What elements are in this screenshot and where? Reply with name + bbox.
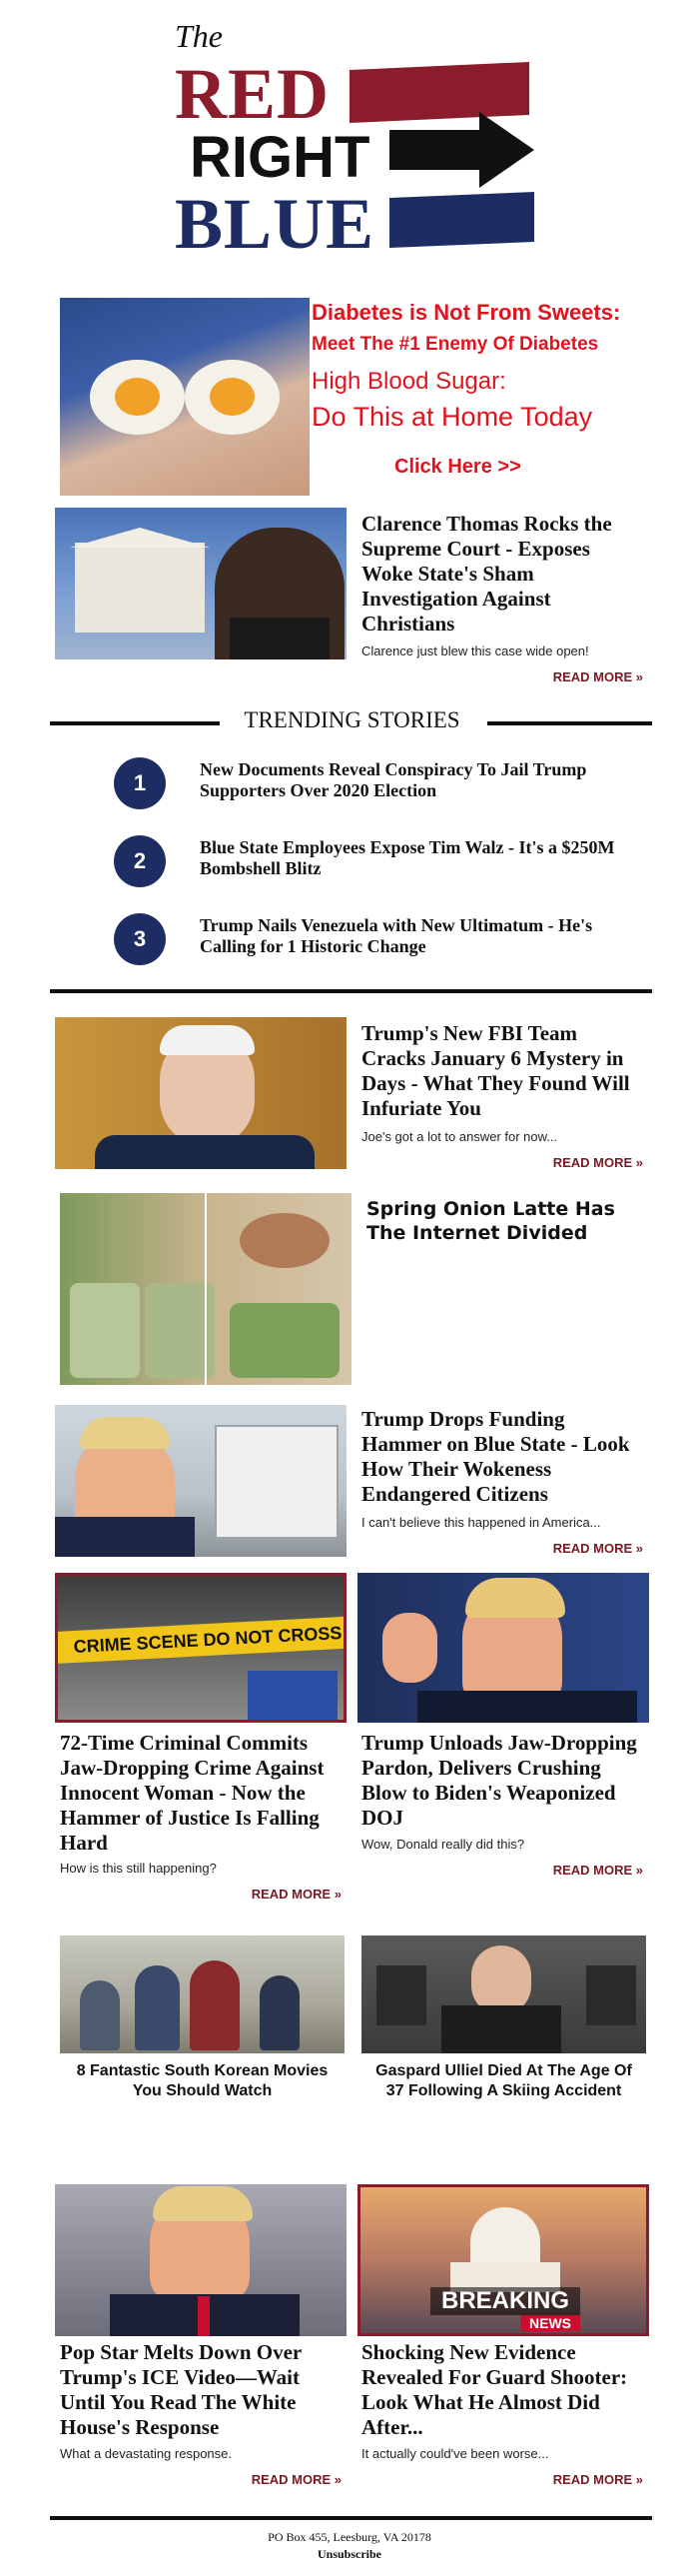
unsubscribe-link[interactable]: Unsubscribe — [317, 2547, 381, 2561]
onion-latte-image[interactable] — [60, 1193, 351, 1385]
story7-teaser: It actually could've been worse... — [361, 2446, 549, 2461]
trending-bottom-divider — [50, 989, 652, 993]
trump-trucks-image[interactable] — [55, 1405, 347, 1557]
ad-line4: Do This at Home Today — [312, 402, 593, 432]
story6-title[interactable]: Pop Star Melts Down Over Trump's ICE Video—Wait Until You Read The White House's Response — [60, 2340, 302, 2439]
trending-number-2: 2 — [114, 835, 166, 887]
logo-blue: BLUE — [175, 184, 375, 264]
sponsored1-title[interactable]: Spring Onion Latte Has The Internet Divided — [366, 1198, 615, 1244]
story2-teaser: Joe's got a lot to answer for now... — [361, 1129, 558, 1144]
story6-read-more[interactable]: READ MORE » — [251, 2472, 342, 2487]
news-label: NEWS — [520, 2315, 580, 2331]
story3-title[interactable]: Trump Drops Funding Hammer on Blue State - Look How Their Wokeness Endangered Citizens — [361, 1407, 630, 1506]
story2-title[interactable]: Trump's New FBI Team Cracks January 6 Mystery in Days - What They Found Will Infuriate You — [361, 1021, 630, 1120]
story1-title[interactable]: Clarence Thomas Rocks the Supreme Court - Exposes Woke State's Sham Investigation Against Christians — [361, 512, 612, 636]
crime-scene-tape — [55, 1616, 347, 1665]
ad-line2: Meet The #1 Enemy Of Diabetes — [312, 334, 599, 355]
crime-tape-text: CRIME SCENE DO NOT CROSS — [73, 1622, 343, 1658]
story5-read-more[interactable]: READ MORE » — [552, 1863, 643, 1878]
logo-red: RED — [175, 54, 331, 134]
trending-item-2[interactable]: Blue State Employees Expose Tim Walz - It's a $250M Bombshell Blitz — [200, 837, 615, 878]
story4-title[interactable]: 72-Time Criminal Commits Jaw-Dropping Crime Against Innocent Woman - Now the Hammer of Justice Is Falling Hard — [60, 1731, 325, 1855]
biden-image[interactable] — [55, 1017, 347, 1169]
trump-ice-image[interactable] — [55, 2184, 347, 2336]
trending-divider-right — [487, 721, 652, 725]
ad-banner[interactable] — [60, 298, 649, 496]
story5-teaser: Wow, Donald really did this? — [361, 1837, 525, 1852]
story1-teaser: Clarence just blew this case wide open! — [361, 644, 589, 658]
trending-divider-left — [50, 721, 220, 725]
story4-teaser: How is this still happening? — [60, 1861, 217, 1876]
trending-number-3: 3 — [114, 913, 166, 965]
sponsored2-title[interactable]: 8 Fantastic South Korean Movies You Should Watch — [76, 2062, 329, 2099]
story7-read-more[interactable]: READ MORE » — [552, 2472, 643, 2487]
story2-read-more[interactable]: READ MORE » — [552, 1155, 643, 1170]
trending-item-1[interactable]: New Documents Reveal Conspiracy To Jail Trump Supporters Over 2020 Election — [200, 759, 587, 800]
supreme-court-image[interactable] — [55, 508, 347, 659]
story6-teaser: What a devastating response. — [60, 2446, 232, 2461]
trending-number-1: 1 — [114, 757, 166, 809]
logo-the: The — [175, 18, 223, 54]
story1-read-more[interactable]: READ MORE » — [552, 669, 643, 684]
crime-scene-image[interactable] — [55, 1573, 347, 1723]
breaking-label: BREAKING — [430, 2287, 580, 2315]
logo[interactable] — [170, 20, 539, 270]
story3-teaser: I can't believe this happened in America... — [361, 1515, 601, 1530]
korean-movies-image[interactable] — [60, 1935, 345, 2053]
trending-heading: TRENDING STORIES — [244, 707, 460, 732]
footer-address: PO Box 455, Leesburg, VA 20178 — [268, 2530, 431, 2544]
logo-right: RIGHT — [190, 125, 370, 190]
story5-title[interactable]: Trump Unloads Jaw-Dropping Pardon, Delivers Crushing Blow to Biden's Weaponized DOJ — [361, 1731, 637, 1830]
breaking-news-image[interactable] — [357, 2184, 649, 2336]
story3-read-more[interactable]: READ MORE » — [552, 1541, 643, 1556]
ad-line3: High Blood Sugar: — [312, 368, 506, 395]
footer-divider — [50, 2516, 652, 2520]
sponsored3-title[interactable]: Gaspard Ulliel Died At The Age Of 37 Following A Skiing Accident — [375, 2062, 632, 2099]
trump-pardon-image[interactable] — [357, 1573, 649, 1723]
story4-read-more[interactable]: READ MORE » — [251, 1887, 342, 1902]
eggs-image — [60, 298, 310, 496]
gaspard-ulliel-image[interactable] — [361, 1935, 646, 2053]
trending-item-3[interactable]: Trump Nails Venezuela with New Ultimatum - He's Calling for 1 Historic Change — [200, 915, 593, 956]
ad-line1: Diabetes is Not From Sweets: — [312, 300, 621, 325]
ad-cta[interactable]: Click Here >> — [394, 456, 521, 478]
story7-title[interactable]: Shocking New Evidence Revealed For Guard Shooter: Look What He Almost Did After... — [361, 2340, 628, 2439]
